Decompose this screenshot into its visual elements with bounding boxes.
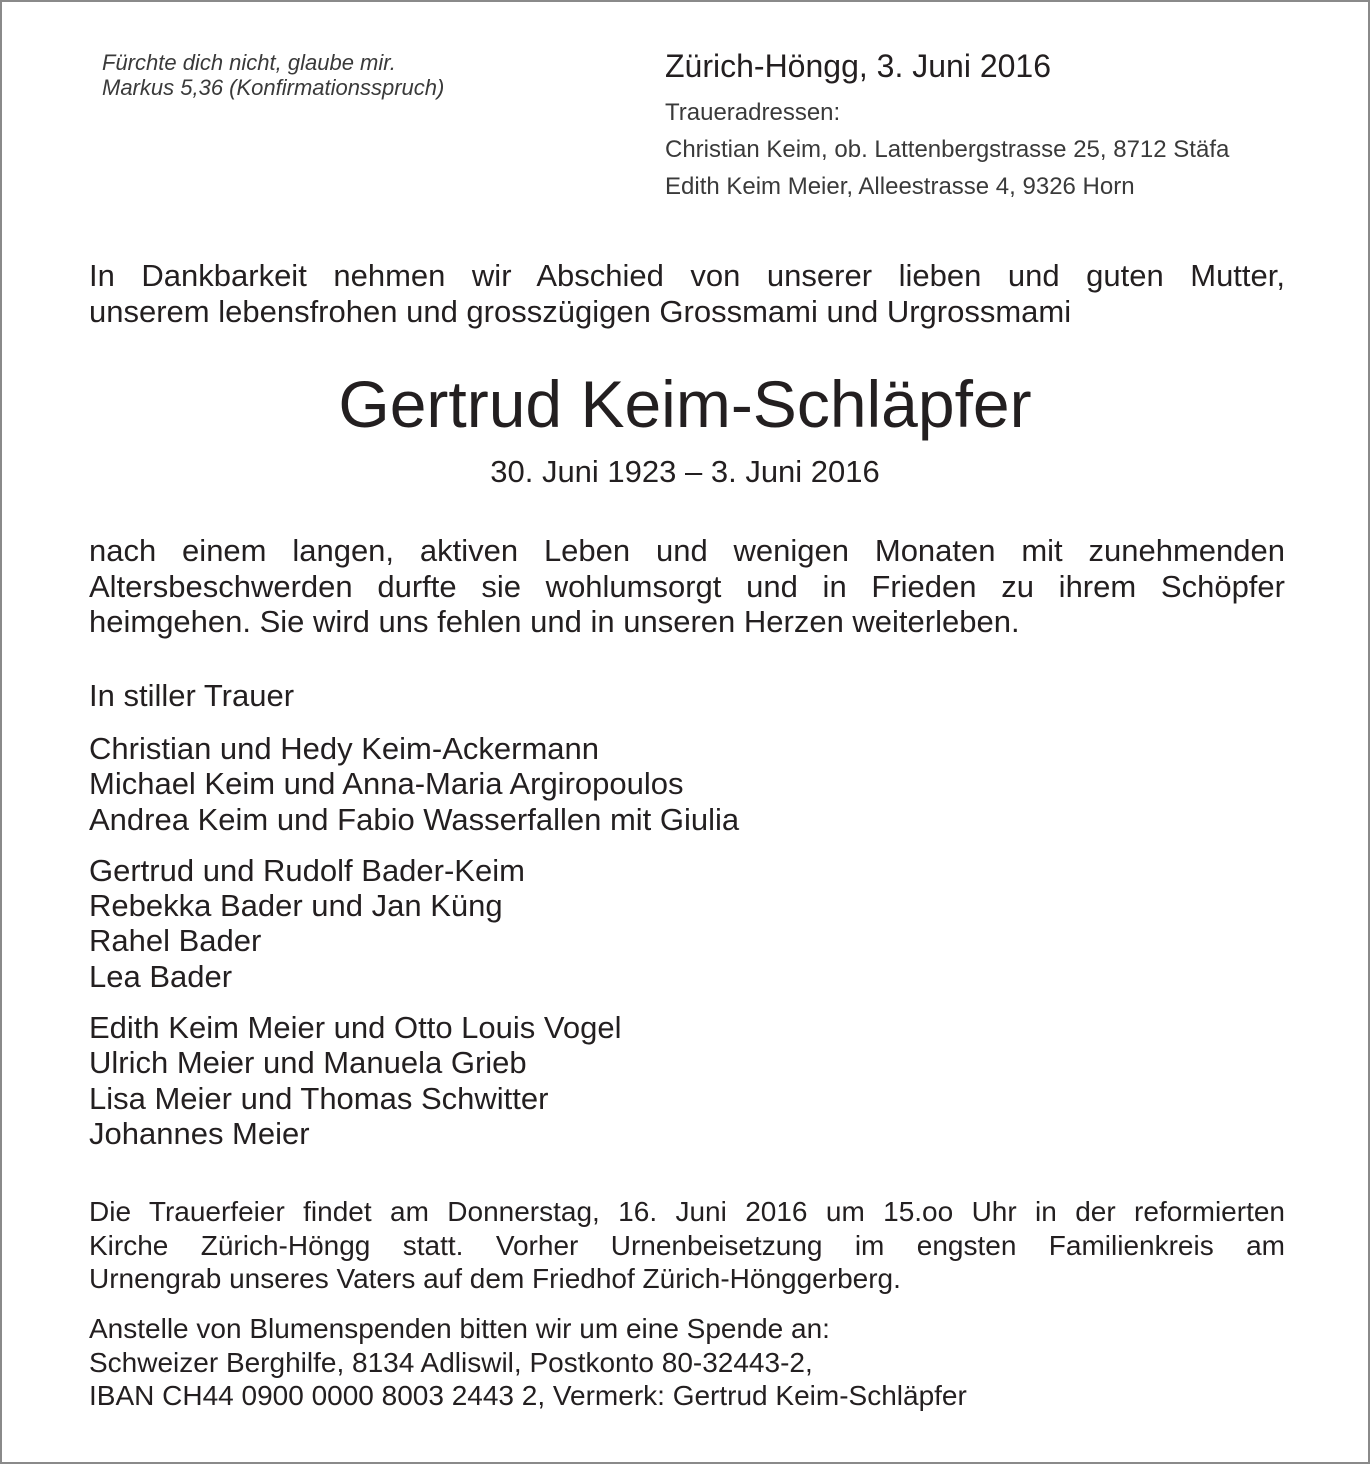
- address-line: Christian Keim, ob. Lattenbergstrasse 25, 8712 Stäfa: [665, 136, 1230, 163]
- donation-line: Anstelle von Blumenspenden bitten wir um eine Spende an:: [89, 1313, 830, 1344]
- mourner-name: Gertrud und Rudolf Bader-Keim: [89, 852, 525, 888]
- mourning-addresses: [665, 94, 1229, 205]
- ceremony-line: Die Trauerfeier findet am Donnerstag, 16. Juni 2016 um 15.oo Uhr in der reformierten: [89, 1196, 1285, 1227]
- ceremony-paragraph: [89, 1195, 1285, 1296]
- life-dates: 30. Juni 1923 – 3. Juni 2016: [490, 454, 880, 489]
- addresses-label: Traueradressen:: [665, 99, 841, 126]
- address-line: Edith Keim Meier, Alleestrasse 4, 9326 Horn: [665, 173, 1135, 200]
- mourner-name: Ulrich Meier und Manuela Grieb: [89, 1045, 527, 1081]
- ceremony-line: Urnengrab unseres Vaters auf dem Friedhof Zürich-Hönggerberg.: [89, 1263, 901, 1294]
- donation-line: Schweizer Berghilfe, 8134 Adliswil, Postkonto 80-32443-2,: [89, 1346, 813, 1378]
- mourner-name: Lea Bader: [89, 958, 233, 994]
- intro-paragraph: [89, 258, 1285, 330]
- family-group: [89, 853, 739, 994]
- mourner-name: Edith Keim Meier und Otto Louis Vogel: [89, 1010, 622, 1046]
- mourner-name: Michael Keim und Anna-Maria Argiropoulos: [89, 766, 684, 802]
- verse-reference: Markus 5,36 (Konfirmationsspruch): [102, 75, 445, 100]
- verse-text: Fürchte dich nicht, glaube mir.: [102, 50, 396, 75]
- body-line: heimgehen. Sie wird uns fehlen und in unseren Herzen weiterleben.: [89, 604, 1020, 639]
- header-block: [665, 46, 1229, 205]
- mourners-list: [89, 731, 739, 1167]
- mourner-name: Andrea Keim und Fabio Wasserfallen mit Giulia: [89, 801, 740, 837]
- donation-paragraph: [89, 1312, 967, 1413]
- body-line: Altersbeschwerden durfte sie wohlumsorgt und in Frieden zu ihrem Schöpfer: [89, 568, 1285, 604]
- ceremony-line: Kirche Zürich-Höngg statt. Vorher Urnenbeisetzung im engsten Familienkreis am: [89, 1229, 1285, 1261]
- intro-line: In Dankbarkeit nehmen wir Abschied von unserer lieben und guten Mutter,: [89, 258, 1285, 293]
- mourner-name: Lisa Meier und Thomas Schwitter: [89, 1080, 549, 1116]
- mourner-name: Rebekka Bader und Jan Küng: [89, 888, 503, 924]
- body-line: nach einem langen, aktiven Leben und wenigen Monaten mit zunehmenden: [89, 533, 1285, 568]
- place-date: Zürich-Höngg, 3. Juni 2016: [665, 48, 1051, 84]
- body-paragraph: [89, 533, 1285, 640]
- donation-line: IBAN CH44 0900 0000 8003 2443 2, Vermerk: Gertrud Keim-Schläpfer: [89, 1380, 967, 1411]
- mourner-name: Rahel Bader: [89, 923, 262, 959]
- family-group: [89, 1010, 739, 1151]
- family-group: [89, 731, 739, 837]
- mourner-name: Christian und Hedy Keim-Ackermann: [89, 731, 599, 766]
- deceased-name: Gertrud Keim-Schläpfer: [338, 367, 1032, 441]
- mourner-name: Johannes Meier: [89, 1115, 310, 1151]
- mourning-label: In stiller Trauer: [89, 678, 295, 713]
- confirmation-verse: [102, 50, 444, 100]
- intro-line: unserem lebensfrohen und grosszügigen Grossmami und Urgrossmami: [89, 294, 1072, 329]
